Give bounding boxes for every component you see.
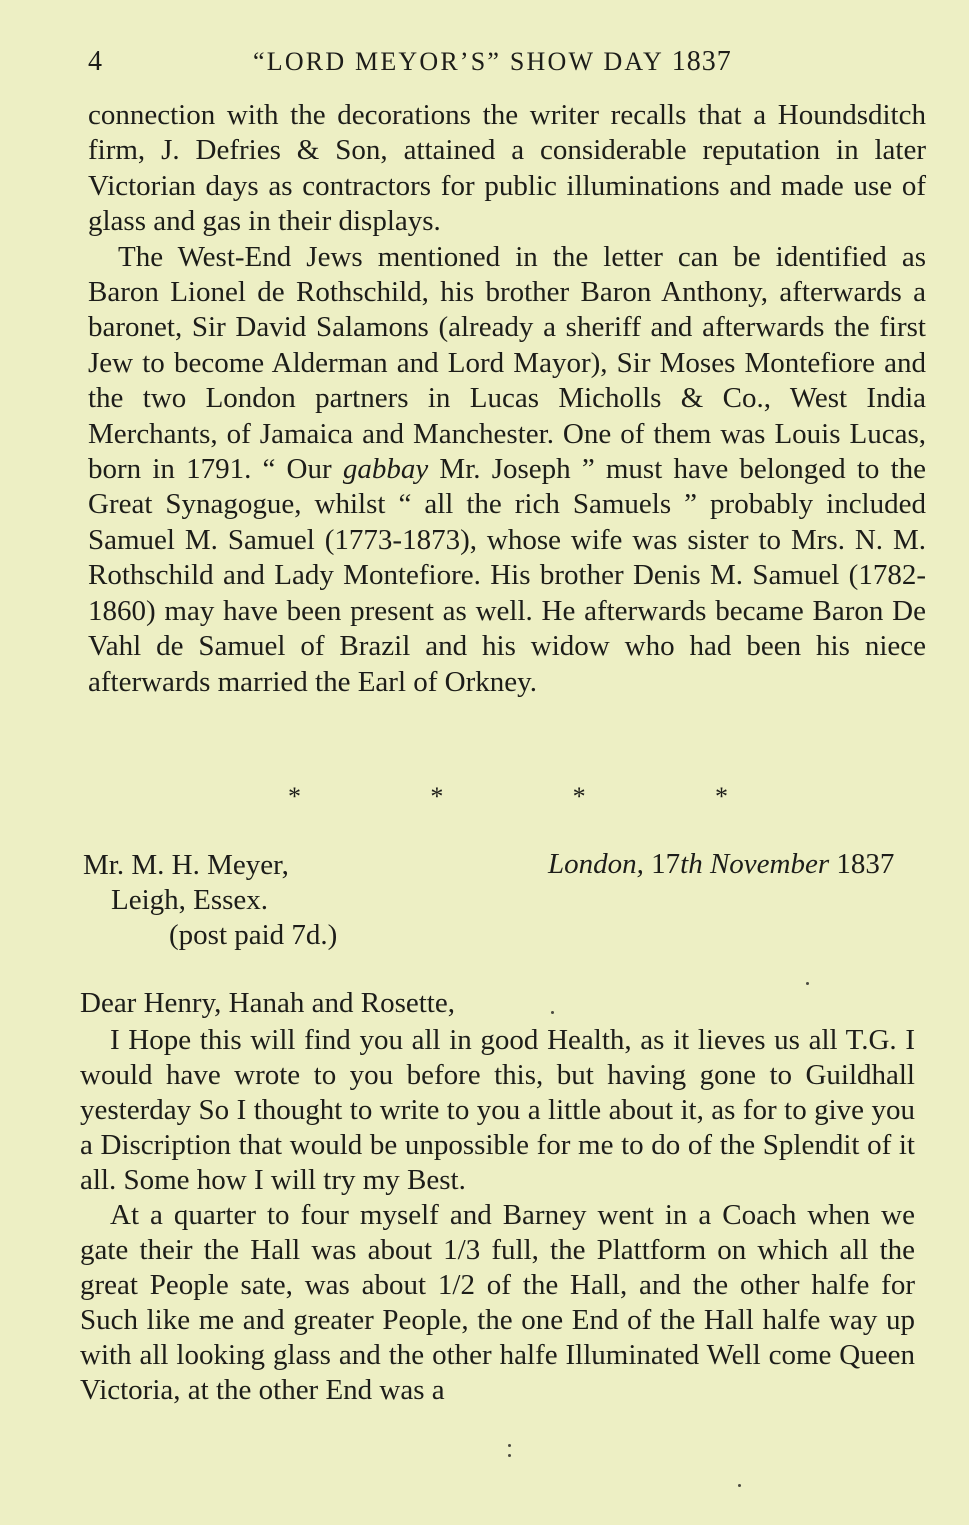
running-head (253, 46, 732, 78)
running-head-title: “LORD MEYOR’S” SHOW DAY (253, 47, 664, 76)
section-separator (288, 782, 728, 812)
running-head-year: 1837 (671, 46, 732, 77)
paper-speck (551, 1011, 554, 1014)
letter-paragraph-2: At a quarter to four myself and Barney went in a Coach when we gate their the Hall was about 1/3 full, the Plattform on which all the great People sate, was about 1/2 of the Hall, and the other halfe for Such like me and greater People, the one End of the Hall halfe way up with all looking glass and the other halfe Illuminated Well come Queen Victoria, at the other End was a (80, 1199, 915, 1406)
paper-speck (508, 1444, 511, 1447)
dateline-day-suffix: th November (680, 848, 830, 880)
dateline-day-number: 17 (651, 848, 681, 880)
dateline-place: London, (548, 848, 644, 880)
separator-star: * (572, 782, 586, 811)
separator-star: * (288, 782, 301, 811)
commentary-paragraph-2-end: Mr. Joseph ” must have belonged to the Great Synagogue, whilst “ all the rich Samuels ” probably included Samuel M. Samuel (1773-1873), whose wife was sister to Mrs. N. M. Rothschild and Lady Montefiore. His brother Denis M. Samuel (1782-1860) may have been present as well. He afterwards became Baron De Vahl de Samuel of Brazil and his widow who had been his niece afterwards married the Earl of Orkney. (88, 453, 927, 698)
paper-speck (508, 1454, 511, 1457)
commentary-paragraph-1: connection with the decorations the writer recalls that a Houndsditch firm, J. Defries & Son, attained a considerable reputation in later Victorian days as contractors for public illuminations and made use of glass and gas in their displays. (88, 99, 926, 238)
letter-dateline (548, 848, 894, 881)
letter-salutation: Dear Henry, Hanah and Rosette, (80, 987, 455, 1019)
letter-address (83, 848, 337, 953)
page-header (88, 44, 900, 84)
commentary-paragraph-2 (88, 240, 926, 700)
separator-star: * (714, 782, 728, 811)
letter-body (80, 1023, 915, 1408)
address-line: Leigh, Essex. (111, 884, 269, 916)
paper-speck (806, 982, 809, 985)
dateline-year: 1837 (836, 848, 895, 880)
address-line: (post paid 7d.) (169, 919, 338, 951)
letter-paragraph-1: I Hope this will find you all in good Health, as it lieves us all T.G. I would have wrote to you before this, but having gone to Guildhall yesterday So I thought to write to you a little about it, as for to give you a Discription that would be unpossible for me to do of the Splendit of it all. Some how I will try my Best. (80, 1024, 915, 1196)
page-number: 4 (88, 46, 102, 77)
address-line: Mr. M. H. Meyer, (83, 849, 289, 881)
paper-speck (738, 1484, 741, 1487)
separator-star: * (430, 782, 444, 811)
commentary-paragraph-2-start: The West-End Jews mentioned in the letter can be identified as Baron Lionel de Rothschild, his brother Baron Anthony, afterwards a baronet, Sir David Salamons (already a sheriff and afterwards the first Jew to become Alderman and Lord Mayor), Sir Moses Montefiore and the two London partners in Lucas Micholls & Co., West India Merchants, of Jamaica and Manchester. One of them was Louis Lucas, born in 1791. “ Our (88, 240, 926, 486)
italic-term-gabbay: gabbay (342, 453, 429, 486)
commentary-text (88, 98, 926, 700)
